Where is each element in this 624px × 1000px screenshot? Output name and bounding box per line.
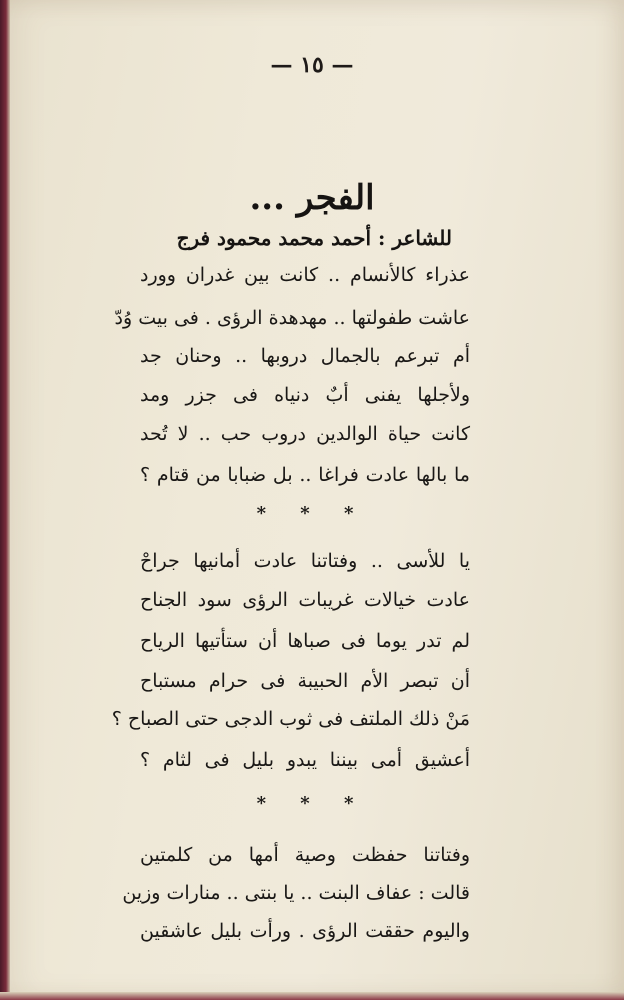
- verse-line: ما بالها عادت فراغا .. بل ضبابا من قتام ؟: [140, 464, 470, 486]
- verse-line: أن تبصر الأم الحبيبة فى حرام مستباح: [140, 670, 470, 692]
- book-spine: [0, 0, 10, 1000]
- verse-line: أعشيق أمى بيننا يبدو بليل فى لثام ؟: [140, 749, 470, 771]
- verse-line: مَنْ ذلك الملتف فى ثوب الدجى حتى الصباح ؟: [111, 708, 470, 730]
- stanza-separator: * * *: [256, 793, 368, 814]
- stanza-separator: * * *: [256, 503, 368, 524]
- verse-line: ولأجلها يفنى أبٌ دنياه فى جزر ومد: [140, 384, 470, 406]
- verse-line: يا للأسى .. وفتاتنا عادت أمانيها جراحْ: [140, 550, 470, 572]
- verse-line: واليوم حققت الرؤى . ورأت بليل عاشقين: [140, 920, 470, 942]
- verse-line: أم تبرعم بالجمال دروبها .. وحنان جد: [140, 345, 470, 367]
- verse-line: عذراء كالأنسام .. كانت بين غدران وورد: [140, 264, 470, 286]
- verse-line: قالت : عفاف البنت .. يا بنتى .. منارات وزين: [122, 882, 470, 904]
- page-number: — ١٥ —: [270, 52, 354, 78]
- poet-attribution: للشاعر : أحمد محمد محمود فرج: [176, 226, 452, 250]
- verse-line: عاشت طفولتها .. مهدهدة الرؤى . فى بيت وُدّ: [114, 307, 470, 329]
- poem-title: الفجر ...: [249, 178, 375, 218]
- verse-line: لم تدر يوما فى صباها أن ستأتيها الرياح: [140, 630, 470, 652]
- page-bottom-edge: [0, 992, 624, 1000]
- verse-line: وفتاتنا حفظت وصية أمها من كلمتين: [140, 844, 470, 866]
- verse-line: عادت خيالات غريبات الرؤى سود الجناح: [140, 589, 470, 611]
- verse-line: كانت حياة الوالدين دروب حب .. لا تُحد: [140, 423, 470, 445]
